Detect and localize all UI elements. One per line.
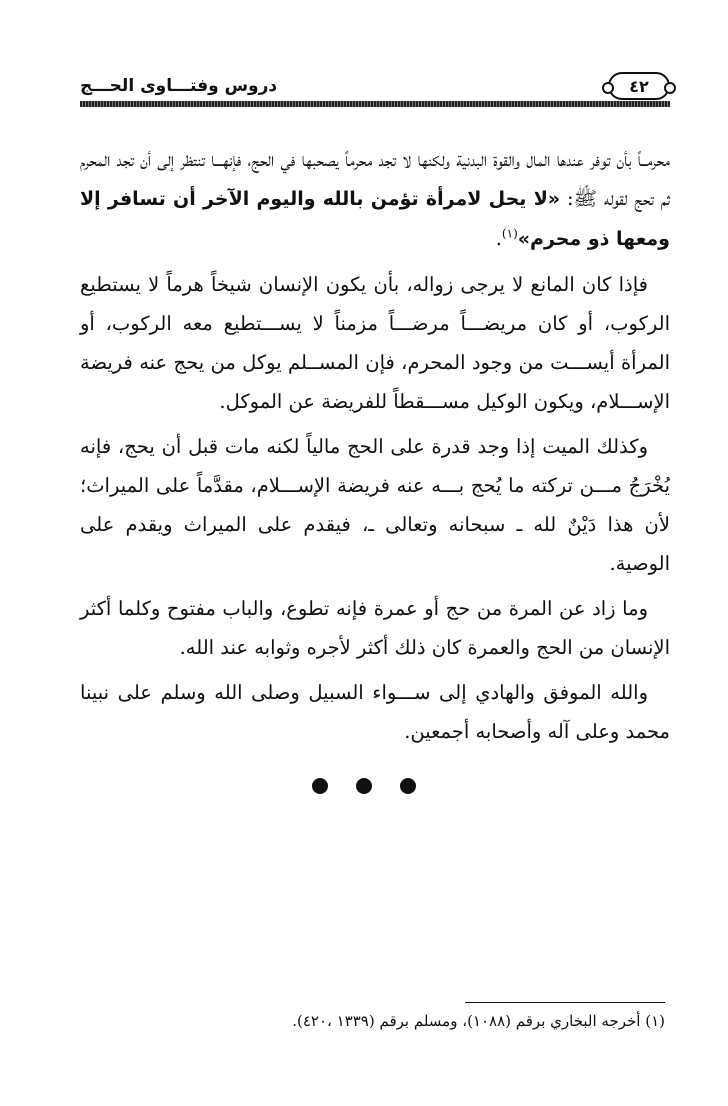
page-number: ٤٢: [629, 76, 649, 96]
main-text: [80, 140, 670, 757]
paragraph-1: [80, 140, 670, 259]
paragraph-5: والله الموفق والهادي إلى ســـواء السبيل وصلى الله وسلم على نبينا محمد وعلى آله وأصحابه أجمعين.: [80, 681, 670, 743]
paragraph-3: وكذلك الميت إذا وجد قدرة على الحج مالياً لكنه مات قبل أن يحج، فإنه يُخْرَجُ مـــن تركته ما يُحج بـــه عنه فريضة الإســـلام، مقدَّماً على الميراث؛ لأن هذا دَيْنٌ لله ـ سبحانه وتعالى ـ، فيقدم على الميراث ويقدم على الوصية.: [80, 435, 670, 575]
paragraph-1-end: .: [495, 227, 502, 250]
hadith-quote: «لا يحل لامرأة تؤمن بالله واليوم الآخر أن تسافر إلا ومعها ذو محرم»: [80, 188, 670, 250]
section-separator: [0, 778, 728, 794]
separator-dot: [400, 778, 416, 794]
separator-dot: [356, 778, 372, 794]
page-header: [80, 72, 670, 102]
separator-dot: [312, 778, 328, 794]
paragraph-4: وما زاد عن المرة من حج أو عمرة فإنه تطوع، والباب مفتوح وكلما أكثر الإنسان من الحج والعمرة كان ذلك أكثر لأجره وثوابه عند الله.: [80, 597, 670, 659]
paragraph-2: فإذا كان المانع لا يرجى زواله، بأن يكون الإنسان شيخاً هرماً لا يستطيع الركوب، أو كان مريضـــاً مرضـــاً مزمناً لا يســـتطيع معه الركوب، أو المرأة أيســـت من وجود المحرم، فإن المســلم يوكل من يحج عنه فريضة الإســـلام، ويكون الوكيل مســـقطاً للفريضة عن الموكل.: [80, 273, 670, 413]
header-divider: [80, 101, 670, 107]
page-number-badge: [608, 72, 670, 100]
running-title: دروس وفتـــاوى الحـــج: [80, 76, 278, 96]
footnote-reference[interactable]: (١): [501, 226, 518, 241]
paragraph-1-text: محرمــاً بأن توفر عندها المال والقوة البدنية ولكنها لا تجد محرماً يصحبها في الحج، فإنهـــا تنتظر إلى أن تجد المحرم ثم تحج لقوله ﷺ:: [80, 148, 670, 210]
footnote: (١) أخرجه البخاري برقم (١٠٨٨)، ومسلم برقم (١٣٣٩ ،٤٢٠).: [292, 1012, 665, 1030]
footnote-divider: [465, 1002, 665, 1003]
